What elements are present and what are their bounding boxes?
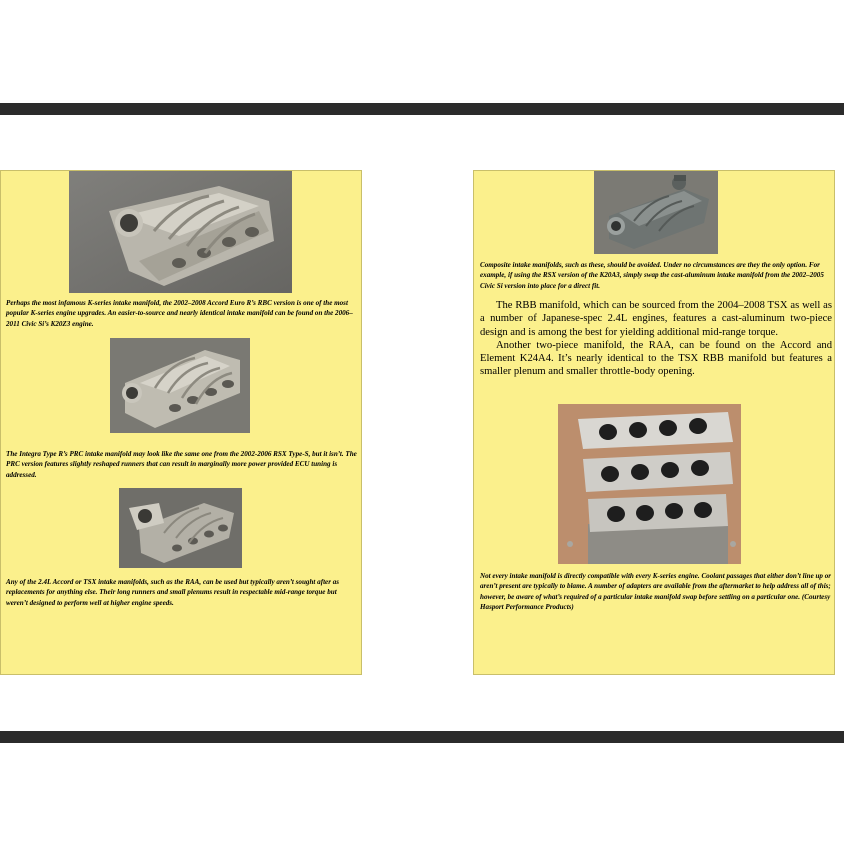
composite-intake-manifold-photo xyxy=(594,171,718,254)
intake-gaskets-adapters-photo xyxy=(558,404,741,564)
prc-intake-manifold-photo xyxy=(110,338,250,433)
right-caption-top: Composite intake manifolds, such as these, should be avoided. Under no circumstances are they the only option. For example, if using the RSX version of the K20A3, simply swap the cast-aluminum intake manifold from the 2002–2005 Civic Si version into place for a direct fit. xyxy=(480,261,824,290)
rbc-intake-manifold-photo xyxy=(69,171,292,293)
body-text-block xyxy=(480,299,832,379)
left-caption-3: Any of the 2.4L Accord or TSX intake manifolds, such as the RAA, can be used but typically aren’t sought after as replacements for anything else. Their long runners and small plenums result in respectable mid-range torque but weren’t designed to perform well at higher engine speeds. xyxy=(6,578,340,607)
raa-intake-manifold-photo xyxy=(119,488,242,568)
right-caption-bottom: Not every intake manifold is directly compatible with every K-series engine. Coolant passages that either don’t line up or aren’t present are typically to blame. A number of adapters are available from the aftermarket to help address all of this; however, be aware of what’s required of a particular intake manifold swap before settling on a particular one. (Courtesy Hasport Performance Products) xyxy=(480,572,832,611)
right-page xyxy=(473,170,835,675)
left-caption-1: Perhaps the most infamous K-series intake manifold, the 2002–2008 Accord Euro R’s RBC version is one of the most popular K-series engine upgrades. An easier-to-source and nearly identical intake manifold can be found on the 2006–2011 Civic Si’s K20Z3 engine. xyxy=(6,299,353,328)
left-caption-2: The Integra Type R’s PRC intake manifold may look like the same one from the 2002-2006 RSX Type-S, but it isn’t. The PRC version features slightly reshaped runners that can result in marginally more power provided ECU tuning is addressed. xyxy=(6,450,357,479)
left-page xyxy=(0,170,362,675)
book-binding-bar-top xyxy=(0,103,844,115)
book-binding-bar-bottom xyxy=(0,731,844,743)
body-paragraph-1: The RBB manifold, which can be sourced from the 2004–2008 TSX as well as a number of Japanese-spec 2.4L engines, features a cast-aluminum two-piece design and is among the best for yielding additional mid-range torque. xyxy=(480,300,832,338)
body-paragraph-2: Another two-piece manifold, the RAA, can be found on the Accord and Element K24A4. It’s nearly identical to the TSX RBB manifold but features a smaller plenum and smaller throttle-body opening. xyxy=(480,339,832,378)
